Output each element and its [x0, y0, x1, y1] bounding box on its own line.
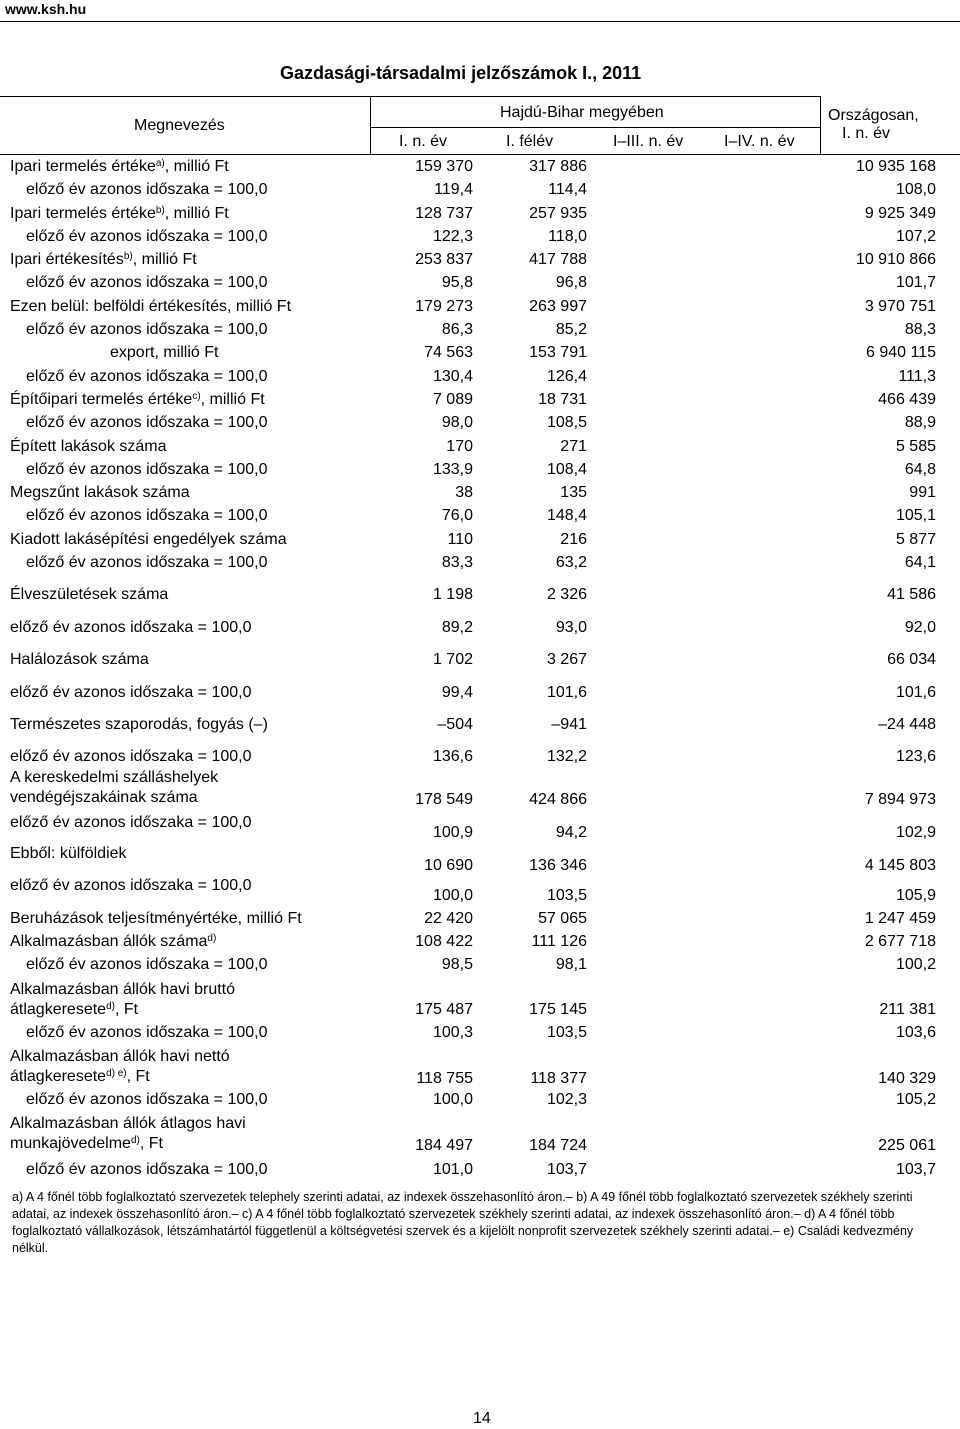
value-hb-q1: –504: [437, 716, 473, 733]
value-national: 111,3: [898, 368, 936, 385]
row-label: előző év azonos időszaka = 100,0: [10, 814, 252, 831]
value-hb-h1: 98,1: [555, 956, 587, 973]
value-hb-q1: 74 563: [424, 344, 473, 361]
value-national: 3 970 751: [864, 298, 936, 315]
value-hb-h1: 103,7: [546, 1161, 587, 1178]
row-label: előző év azonos időszaka = 100,0: [10, 684, 252, 701]
value-hb-h1: 103,5: [546, 887, 587, 904]
value-hb-h1: 118,0: [548, 228, 587, 245]
value-hb-h1: 257 935: [529, 205, 587, 222]
value-hb-h1: 103,5: [546, 1024, 587, 1041]
value-hb-q1: 253 837: [415, 251, 473, 268]
value-hb-q1: 98,0: [441, 414, 473, 431]
row-label: A kereskedelmi szálláshelyek vendégéjszakáinak száma: [10, 769, 219, 806]
top-rule: [0, 21, 960, 22]
value-hb-h1: 57 065: [538, 910, 587, 927]
value-hb-q1: 99,4: [441, 684, 473, 701]
value-national: 123,6: [895, 748, 936, 765]
row-label: Építőipari termelés értéke$^{c)}$, millió Ft: [10, 391, 265, 408]
header-bottom-rule: [0, 154, 960, 155]
value-hb-h1: 136 346: [529, 857, 587, 874]
value-hb-h1: 108,5: [546, 414, 587, 431]
value-national: 10 935 168: [855, 158, 936, 175]
row-label: Megszűnt lakások száma: [10, 484, 190, 501]
row-label: előző év azonos időszaka = 100,0: [26, 321, 268, 338]
header-divider-left: [370, 96, 371, 154]
row-label: Kiadott lakásépítési engedélyek száma: [10, 531, 287, 548]
row-label: Beruházások teljesítményértéke, millió Ft: [10, 910, 302, 927]
value-national: 101,7: [895, 274, 936, 291]
value-hb-q1: 95,8: [441, 274, 473, 291]
value-hb-q1: 76,0: [441, 507, 473, 524]
value-hb-h1: 153 791: [529, 344, 587, 361]
value-hb-q1: 118 755: [416, 1070, 473, 1087]
row-label: előző év azonos időszaka = 100,0: [26, 368, 268, 385]
value-national: 105,9: [895, 887, 936, 904]
value-hb-q1: 184 497: [415, 1137, 473, 1154]
value-hb-h1: 175 145: [529, 1001, 587, 1018]
footnotes: a) A 4 főnél több foglalkoztató szervezetek telephely szerinti adatai, az indexek összehasonlító áron.– b) A 49 főnél több foglalkoztató szervezetek székhely szerinti adatai, az indexek összehasonlító áron.– c) A 4 főnél több foglalkoztató szervezetek székhely szerinti adatai, az indexek összehasonlító áron.– d) A 4 főnél több foglalkoztató vállalkozások, létszámhatártól függetlenül a költségvetési szervek és a kijelölt nonprofit szervezetek székhely szerinti adatai.– e) Családi kedvezmény nélkül.: [12, 1190, 914, 1255]
row-label: előző év azonos időszaka = 100,0: [26, 956, 268, 973]
value-hb-q1: 10 690: [424, 857, 473, 874]
value-hb-q1: 100,9: [432, 824, 473, 841]
row-label: Ipari értékesítés$^{b)}$, millió Ft: [10, 251, 197, 268]
row-label: előző év azonos időszaka = 100,0: [26, 1091, 268, 1108]
value-hb-h1: 114,4: [548, 181, 587, 198]
value-national: 88,3: [904, 321, 936, 338]
value-hb-h1: 216: [560, 531, 587, 548]
value-hb-h1: 126,4: [546, 368, 587, 385]
value-hb-q1: 110: [447, 531, 473, 548]
header-period-2: I. félév: [506, 133, 554, 150]
value-national: 103,6: [895, 1024, 936, 1041]
row-label: előző év azonos időszaka = 100,0: [10, 748, 252, 765]
row-label: előző év azonos időszaka = 100,0: [26, 1024, 268, 1041]
row-label: Ezen belül: belföldi értékesítés, millió Ft: [10, 298, 292, 315]
value-hb-h1: 132,2: [546, 748, 587, 765]
value-hb-q1: 119,4: [434, 181, 473, 198]
value-hb-h1: 135: [560, 484, 587, 501]
value-national: 105,2: [895, 1091, 936, 1108]
row-label: Ipari termelés értéke$^{b)}$, millió Ft: [10, 205, 229, 222]
row-label: előző év azonos időszaka = 100,0: [26, 1161, 268, 1178]
header-national: Országosan,: [828, 107, 919, 124]
row-label: előző év azonos időszaka = 100,0: [26, 274, 268, 291]
value-hb-q1: 130,4: [432, 368, 473, 385]
value-national: 88,9: [904, 414, 936, 431]
value-hb-h1: 93,0: [555, 619, 587, 636]
value-national: 64,1: [904, 554, 936, 571]
row-label: előző év azonos időszaka = 100,0: [26, 228, 268, 245]
site-url[interactable]: www.ksh.hu: [5, 1, 87, 17]
value-national: 41 586: [887, 586, 936, 603]
value-national: 5 877: [895, 531, 936, 548]
value-national: 9 925 349: [864, 205, 936, 222]
value-hb-h1: 148,4: [546, 507, 587, 524]
value-national: 7 894 973: [864, 791, 936, 808]
value-hb-h1: 94,2: [555, 824, 587, 841]
value-hb-q1: 108 422: [415, 933, 473, 950]
value-national: 108,0: [895, 181, 936, 198]
row-label: előző év azonos időszaka = 100,0: [26, 461, 268, 478]
value-hb-h1: 111 126: [531, 933, 587, 950]
value-hb-q1: 178 549: [415, 791, 473, 808]
value-national: 225 061: [878, 1137, 936, 1154]
value-hb-q1: 101,0: [432, 1161, 473, 1178]
value-hb-h1: 118 377: [530, 1070, 587, 1087]
row-label: előző év azonos időszaka = 100,0: [10, 877, 252, 894]
header-period-3: I–III. n. év: [613, 133, 684, 150]
value-hb-q1: 1 198: [432, 586, 473, 603]
value-hb-q1: 122,3: [432, 228, 473, 245]
value-hb-q1: 175 487: [415, 1001, 473, 1018]
value-national: 103,7: [895, 1161, 936, 1178]
value-national: 102,9: [895, 824, 936, 841]
header-megnevezes: Megnevezés: [134, 117, 225, 134]
value-hb-h1: 18 731: [538, 391, 587, 408]
value-national: 4 145 803: [864, 857, 936, 874]
row-label: Alkalmazásban állók havi bruttó átlagkeresete$^{d)}$, Ft: [10, 981, 236, 1018]
row-label: előző év azonos időszaka = 100,0: [26, 507, 268, 524]
value-hb-q1: 179 273: [415, 298, 473, 315]
row-label: előző év azonos időszaka = 100,0: [26, 554, 268, 571]
value-national: 6 940 115: [866, 344, 936, 361]
value-hb-h1: 417 788: [529, 251, 587, 268]
row-label: Ebből: külföldiek: [10, 845, 127, 862]
value-hb-q1: 159 370: [415, 158, 473, 175]
value-national: 101,6: [895, 684, 936, 701]
header-period-4: I–IV. n. év: [724, 133, 795, 150]
value-national: 1 247 459: [864, 910, 936, 927]
value-national: 5 585: [895, 438, 936, 455]
value-national: 991: [909, 484, 936, 501]
value-national: 466 439: [878, 391, 936, 408]
value-hb-h1: 3 267: [546, 651, 587, 668]
header-region: Hajdú-Bihar megyében: [500, 104, 664, 121]
value-hb-q1: 86,3: [441, 321, 473, 338]
value-hb-h1: 317 886: [529, 158, 587, 175]
value-hb-q1: 98,5: [441, 956, 473, 973]
value-hb-q1: 128 737: [415, 205, 473, 222]
value-national: –24 448: [878, 716, 936, 733]
value-hb-h1: 263 997: [529, 298, 587, 315]
header-period-1: I. n. év: [399, 133, 448, 150]
row-label: Ipari termelés értéke$^{a)}$, millió Ft: [10, 158, 229, 175]
value-hb-q1: 22 420: [424, 910, 473, 927]
row-label: Természetes szaporodás, fogyás (–): [10, 716, 268, 733]
value-hb-h1: 424 866: [529, 791, 587, 808]
value-hb-h1: 85,2: [555, 321, 587, 338]
value-national: 100,2: [895, 956, 936, 973]
value-national: 211 381: [879, 1001, 936, 1018]
value-hb-q1: 38: [455, 484, 473, 501]
value-hb-h1: 108,4: [546, 461, 587, 478]
value-hb-q1: 1 702: [432, 651, 473, 668]
row-label: Halálozások száma: [10, 651, 149, 668]
row-label: Alkalmazásban állók átlagos havi munkajövedelme$^{d)}$, Ft: [10, 1115, 246, 1152]
row-label: előző év azonos időszaka = 100,0: [26, 414, 268, 431]
row-label: Alkalmazásban állók havi nettó átlagkeresete$^{d) e)}$, Ft: [10, 1048, 230, 1085]
value-hb-h1: –941: [551, 716, 587, 733]
value-hb-q1: 89,2: [441, 619, 473, 636]
value-national: 10 910 866: [855, 251, 936, 268]
value-national: 66 034: [887, 651, 936, 668]
row-label: Élveszületések száma: [10, 586, 169, 603]
row-label: Alkalmazásban állók száma$^{d)}$: [10, 933, 217, 950]
value-hb-h1: 63,2: [555, 554, 587, 571]
value-hb-q1: 100,3: [432, 1024, 473, 1041]
value-hb-q1: 133,9: [432, 461, 473, 478]
value-hb-q1: 170: [446, 438, 473, 455]
value-national: 2 677 718: [864, 933, 936, 950]
header-top-rule: [0, 96, 820, 97]
row-label: előző év azonos időszaka = 100,0: [26, 181, 268, 198]
value-hb-q1: 136,6: [432, 748, 473, 765]
value-hb-q1: 7 089: [432, 391, 473, 408]
page-title: Gazdasági-társadalmi jelzőszámok I., 2011: [280, 63, 642, 83]
value-national: 105,1: [895, 507, 936, 524]
value-hb-h1: 184 724: [529, 1137, 587, 1154]
row-label: export, millió Ft: [110, 344, 219, 361]
value-hb-h1: 96,8: [555, 274, 587, 291]
row-label: Épített lakások száma: [10, 438, 167, 455]
value-hb-q1: 100,0: [432, 1091, 473, 1108]
header-mid-rule: [370, 127, 820, 128]
value-national: 92,0: [904, 619, 936, 636]
value-hb-q1: 100,0: [432, 887, 473, 904]
value-hb-h1: 2 326: [546, 586, 587, 603]
value-hb-h1: 271: [560, 438, 587, 455]
header-national-period: I. n. év: [842, 125, 891, 142]
value-hb-h1: 101,6: [546, 684, 587, 701]
header-divider-right: [820, 96, 821, 154]
page-number: 14: [473, 1410, 491, 1427]
value-hb-h1: 102,3: [546, 1091, 587, 1108]
value-hb-q1: 83,3: [441, 554, 473, 571]
value-national: 107,2: [895, 228, 936, 245]
value-national: 64,8: [904, 461, 936, 478]
row-label: előző év azonos időszaka = 100,0: [10, 619, 252, 636]
value-national: 140 329: [878, 1070, 936, 1087]
